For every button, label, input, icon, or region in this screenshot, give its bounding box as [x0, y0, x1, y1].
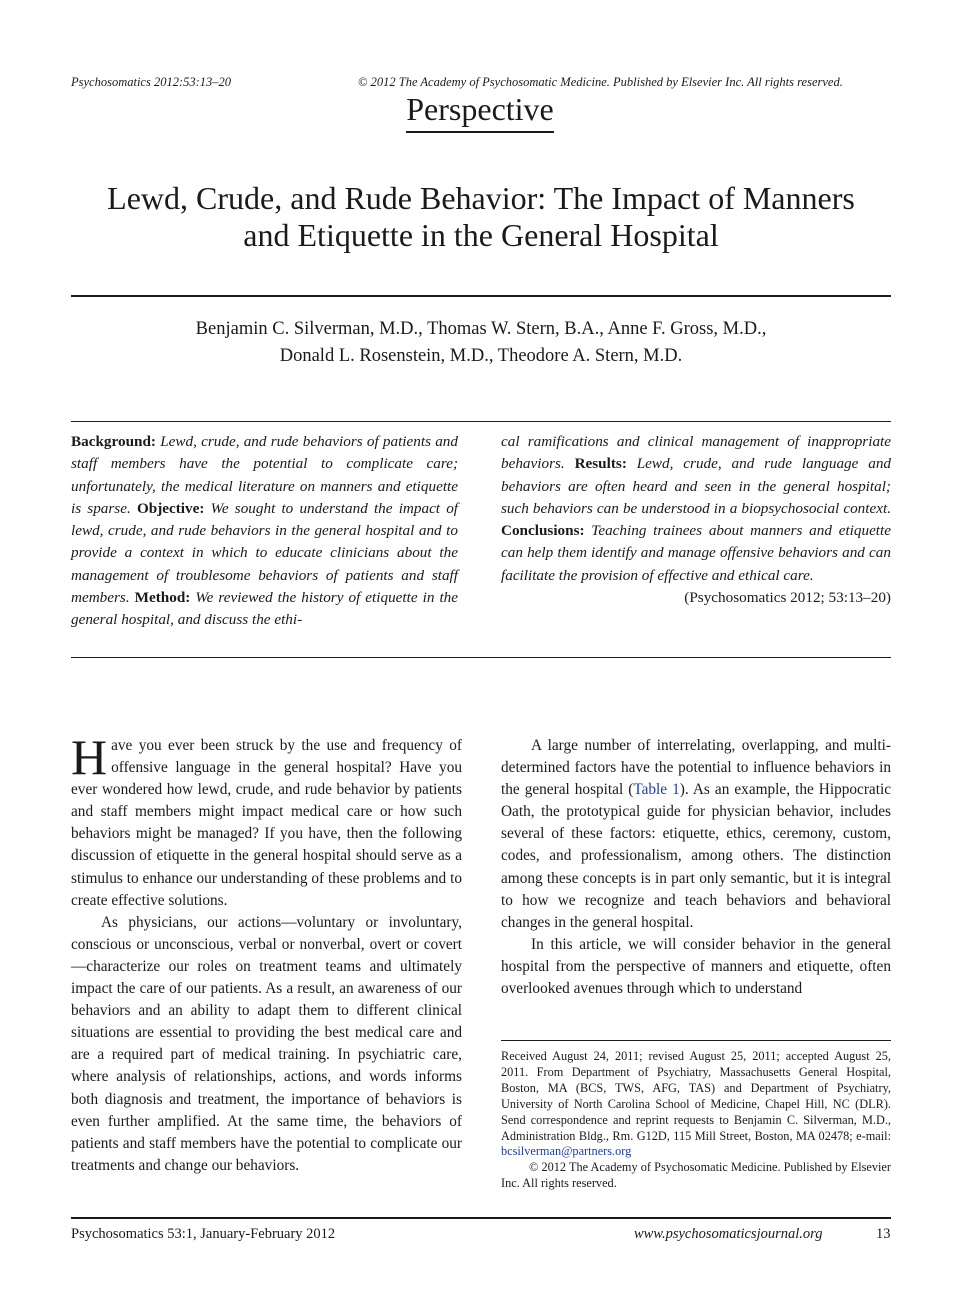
- body-paragraph-2: As physicians, our actions—voluntary or involuntary, conscious or unconscious, verbal or nonverbal, overt or covert—characterize our roles on treatment teams and ultimately impact the care of our patients. As a result, an awareness of our behaviors and an ability to adapt them to different clinical situations are essential to providing the best medical care and are a required part of medical training. In psychiatric care, where analysis of relationships, actions, and words informs both diagnosis and treatment, the importance of behaviors is even further amplified. At the same time, the behaviors of patients and staff members have the potential to complicate our treatments and change our behaviors.: [71, 913, 462, 1174]
- section-label-text: Perspective: [406, 90, 554, 133]
- article-title: [71, 180, 891, 254]
- footer-rule: [71, 1217, 891, 1219]
- article-footnote: [501, 1049, 891, 1192]
- paragraph-3-text-a: A large number of interrelating, overlapping, and multi-determined factors have the potential to influence behaviors in the general hospital (: [501, 737, 891, 799]
- journal-reference: Psychosomatics 2012:53:13–20: [71, 75, 232, 89]
- abstract-right-column: [501, 431, 891, 609]
- results-text: Lewd, crude, and rude language and behaviors are often heard and seen in the general hospital; such behaviors can be understood in a biopsychosocial context.: [501, 455, 892, 517]
- drop-cap: H: [71, 729, 108, 785]
- body-paragraph-4: In this article, we will consider behavior in the general hospital from the perspective of manners and etiquette, often overlooked avenues through which to understand: [501, 935, 891, 998]
- abstract-left-column: [71, 431, 458, 632]
- header-copyright: © 2012 The Academy of Psychosomatic Medicine. Published by Elsevier Inc. All rights reserved.: [358, 75, 843, 89]
- received-text: Received August 24, 2011; revised August 25, 2011; accepted August 25, 2011. From Department of Psychiatry, Massachusetts General Hospital, Boston, MA (BCS, TWS, AFG, TAS) and Department of Psychiatry, University of North Carolina School of Medicine, Chapel Hill, NC (DLR). Send correspondence and reprint requests to Benjamin C. Silverman, M.D., Administration Bldg., Rm. G12D, 115 Mill Street, Boston, MA 02478; e-mail:: [501, 1049, 891, 1143]
- section-label: [0, 90, 960, 133]
- method-label: Method:: [134, 589, 191, 607]
- objective-text: We sought to understand the impact of lewd, crude, and rude behaviors in the general hospital and to provide a context in which to educate clinicians about the management of troublesome behaviors of patients and staff members.: [71, 499, 459, 607]
- method-text-continued: cal ramifications and clinical management of inappropriate behaviors.: [501, 433, 891, 473]
- title-divider: [71, 295, 891, 297]
- abstract-citation: (Psychosomatics 2012; 53:13–20): [684, 589, 891, 607]
- received-note: [501, 1049, 891, 1160]
- author-list: [71, 316, 891, 370]
- title-line-2: and Etiquette in the General Hospital: [243, 217, 719, 253]
- title-line-1: Lewd, Crude, and Rude Behavior: The Impact of Manners: [107, 180, 855, 216]
- conclusions-text: Teaching trainees about manners and etiquette can help them identify and manage offensive behaviors and can facilitate the provision of effective and ethical care.: [501, 522, 891, 584]
- footer-journal-issue: Psychosomatics 53:1, January-February 2012: [71, 1226, 336, 1242]
- table-1-link[interactable]: Table 1: [633, 781, 680, 799]
- footer-journal-url[interactable]: www.psychosomaticsjournal.org: [634, 1226, 823, 1242]
- page-number: 13: [876, 1226, 891, 1242]
- background-label: Background:: [71, 433, 156, 450]
- authors-line-1: Benjamin C. Silverman, M.D., Thomas W. Stern, B.A., Anne F. Gross, M.D.,: [195, 319, 767, 339]
- body-paragraph-1: [71, 729, 462, 912]
- method-text: We reviewed the history of etiquette in the general hospital, and discuss the ethi-: [71, 589, 459, 629]
- results-label: Results:: [574, 455, 627, 473]
- paragraph-1-text: ave you ever been struck by the use and frequency of offensive language in the general hospital? Have you ever wondered how lewd, crude, and rude behavior by patients and staff members might impact medical care or how such behaviors might be managed? If you have, then the following discussion of etiquette in the general hospital should serve as a stimulus to enhance our understanding of these problems and to create effective solutions.: [71, 737, 462, 909]
- conclusions-label: Conclusions:: [501, 522, 585, 540]
- abstract-top-rule: [71, 421, 891, 422]
- objective-label: Objective:: [136, 499, 205, 517]
- paragraph-3-text-b: ). As an example, the Hippocratic Oath, the prototypical guide for physician behavior, includes several of these factors: etiquette, ethics, ceremony, custom, codes, and professionalism, among others. The distinction among these concepts is in part only semantic, but it is integral to how we recognize and teach behaviors and behavioral changes in the general hospital.: [501, 781, 891, 931]
- abstract-bottom-rule: [71, 657, 891, 658]
- authors-line-2: Donald L. Rosenstein, M.D., Theodore A. Stern, M.D.: [279, 346, 683, 366]
- background-text: Lewd, crude, and rude behaviors of patients and staff members have the potential to complicate care; unfortunately, the medical literature on manners and etiquette is sparse.: [71, 433, 458, 517]
- body-left-column: [71, 729, 462, 1177]
- body-right-column: [501, 735, 891, 1000]
- email-link[interactable]: bcsilverman@partners.org: [501, 1144, 632, 1159]
- footnote-copyright: © 2012 The Academy of Psychosomatic Medicine. Published by Elsevier Inc. All rights reserved.: [501, 1160, 891, 1191]
- footnote-rule: [501, 1040, 891, 1041]
- body-paragraph-3: [501, 735, 891, 934]
